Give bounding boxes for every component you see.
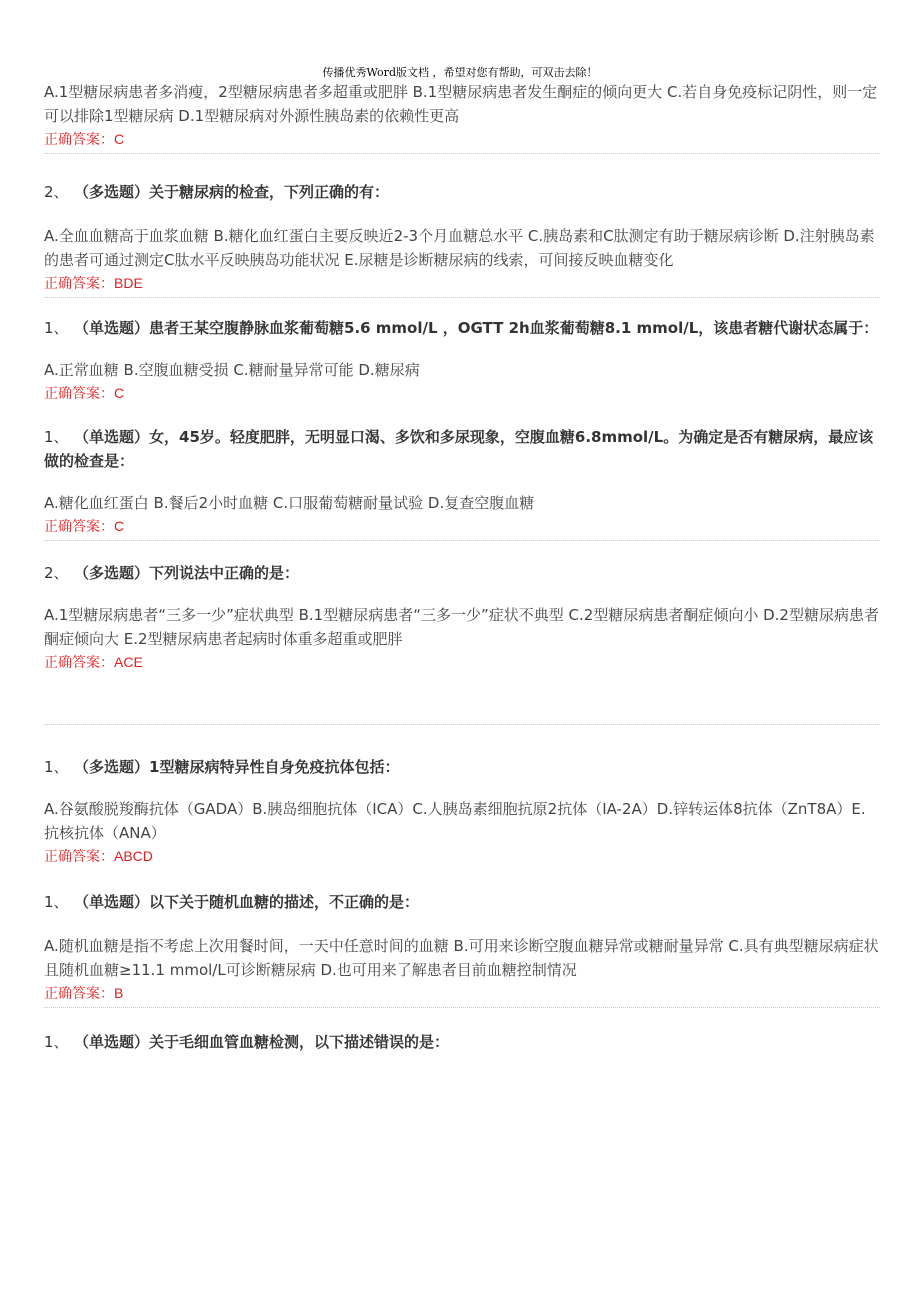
question-text: （单选题）患者王某空腹静脉血浆葡萄糖5.6 mmol/L ，OGTT 2h血浆葡萄糖8.1 mmol/L，该患者糖代谢状态属于： [74, 319, 879, 337]
quiz-document [44, 80, 880, 1054]
options-text: A.1型糖尿病患者“三多一少”症状典型 B.1型糖尿病患者“三多一少”症状不典型 C.2型糖尿病患者酮症倾向小 D.2型糖尿病患者酮症倾向大 E.2型糖尿病患者起病时体重多超重或肥胖 [44, 606, 879, 648]
answer-label: 正确答案： [44, 986, 114, 1002]
question-text: （单选题）以下关于随机血糖的描述，不正确的是： [74, 893, 420, 911]
correct-answer [44, 515, 880, 538]
question-text: （多选题）1型糖尿病特异性自身免疫抗体包括： [74, 758, 400, 776]
options-text: A.糖化血红蛋白 B.餐后2小时血糖 C.口服葡萄糖耐量试验 D.复查空腹血糖 [44, 494, 535, 512]
correct-answer [44, 651, 880, 674]
question-title [44, 425, 880, 473]
options-text: A.全血血糖高于血浆血糖 B.糖化血红蛋白主要反映近2-3个月血糖总水平 C.胰岛素和C肽测定有助于糖尿病诊断 D.注射胰岛素的患者可通过测定C肽水平反映胰岛功能状况 E.尿糖是诊断糖尿病的线索，可间接反映血糖变化 [44, 227, 875, 269]
divider [44, 153, 880, 154]
question-text: （多选题）关于糖尿病的检查，下列正确的有： [74, 183, 390, 201]
question-title [44, 561, 880, 585]
question-number: 2、 [44, 183, 69, 201]
answer-label: 正确答案： [44, 276, 114, 292]
options-text: A.随机血糖是指不考虑上次用餐时间，一天中任意时间的血糖 B.可用来诊断空腹血糖异常或糖耐量异常 C.具有典型糖尿病症状且随机血糖≥11.1 mmol/L可诊断糖尿病 D.也可用来了解患者目前血糖控制情况 [44, 937, 879, 979]
divider [44, 297, 880, 298]
question-text: （单选题）关于毛细血管血糖检测，以下描述错误的是： [74, 1033, 450, 1051]
answer-value: C [114, 385, 125, 401]
question-number: 2、 [44, 564, 69, 582]
correct-answer [44, 982, 880, 1005]
answer-value: ACE [114, 654, 143, 670]
correct-answer [44, 272, 880, 295]
answer-value: C [114, 131, 125, 147]
answer-value: B [114, 985, 124, 1001]
question-number: 1、 [44, 758, 69, 776]
question-title [44, 180, 880, 204]
question-text: （多选题）下列说法中正确的是： [74, 564, 300, 582]
divider [44, 540, 880, 541]
correct-answer [44, 845, 880, 868]
question-text: （单选题）女，45岁。轻度肥胖，无明显口渴、多饮和多尿现象，空腹血糖6.8mmol/L。为确定是否有糖尿病，最应该做的检查是： [44, 428, 874, 470]
question-title [44, 1030, 880, 1054]
divider [44, 1007, 880, 1008]
correct-answer [44, 382, 880, 405]
divider [44, 724, 880, 725]
question-number: 1、 [44, 893, 69, 911]
options-text: A.1型糖尿病患者多消瘦，2型糖尿病患者多超重或肥胖 B.1型糖尿病患者发生酮症的倾向更大 C.若自身免疫标记阴性，则一定可以排除1型糖尿病 D.1型糖尿病对外源性胰岛素的依赖性更高 [44, 83, 878, 125]
answer-label: 正确答案： [44, 849, 114, 865]
answer-label: 正确答案： [44, 132, 114, 148]
question-number: 1、 [44, 1033, 69, 1051]
options-text: A.谷氨酸脱羧酶抗体（GADA）B.胰岛细胞抗体（ICA）C.人胰岛素细胞抗原2抗体（IA-2A）D.锌转运体8抗体（ZnT8A）E.抗核抗体（ANA） [44, 800, 866, 842]
answer-label: 正确答案： [44, 655, 114, 671]
question-number: 1、 [44, 428, 69, 446]
answer-label: 正确答案： [44, 519, 114, 535]
answer-value: C [114, 518, 125, 534]
correct-answer [44, 128, 880, 151]
question-number: 1、 [44, 319, 69, 337]
answer-value: ABCD [114, 848, 153, 864]
options-text: A.正常血糖 B.空腹血糖受损 C.糖耐量异常可能 D.糖尿病 [44, 361, 420, 379]
watermark-banner: 传播优秀Word版文档 ，希望对您有帮助，可双击去除！ [322, 66, 598, 79]
question-title [44, 316, 880, 340]
answer-label: 正确答案： [44, 386, 114, 402]
answer-value: BDE [114, 275, 143, 291]
question-title [44, 890, 880, 914]
question-title [44, 755, 880, 779]
